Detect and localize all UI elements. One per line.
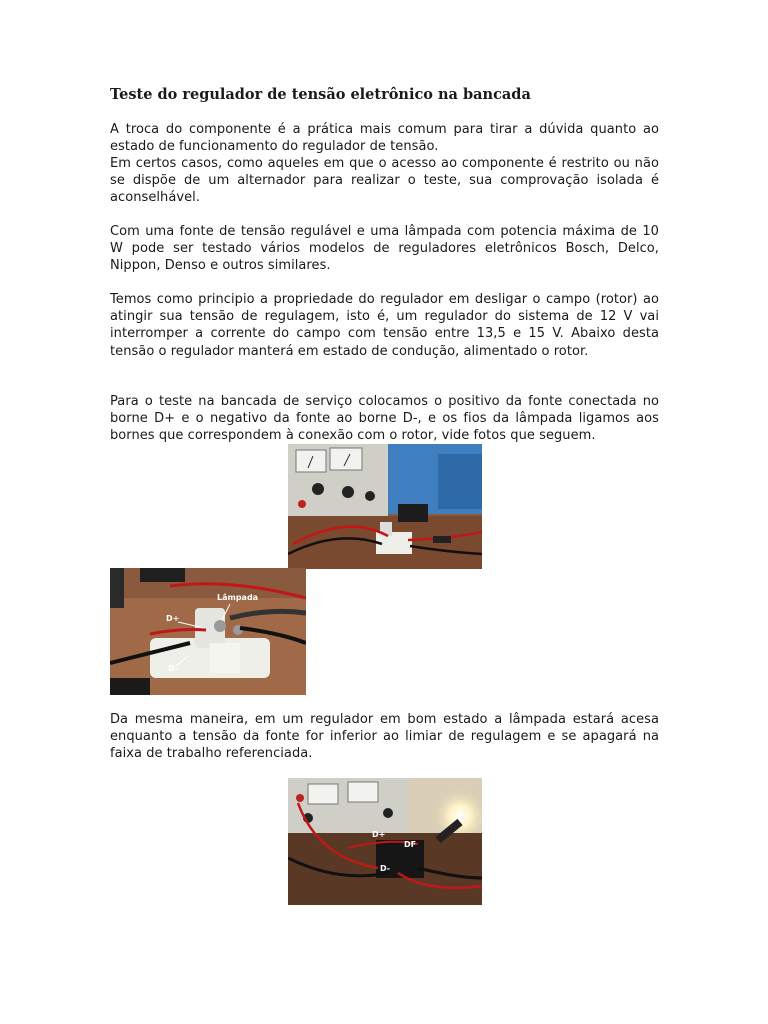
paragraph-1: A troca do componente é a prática mais comum para tirar a dúvida quanto ao estado de funcionamento do regulador de tensão. bbox=[110, 122, 659, 155]
dplus-label-3: D+ bbox=[372, 830, 386, 839]
paragraph-2: Em certos casos, como aqueles em que o acesso ao componente é restrito ou não se dispõe de um alternador para realizar o teste, sua comprovação isolada é aconselhável. bbox=[110, 156, 659, 206]
paragraph-5: Para o teste na bancada de serviço colocamos o positivo da fonte conectada no borne D+ e o negativo da fonte ao borne D-, e os fios da lâmpada ligamos aos bornes que correspondem à conexão com o rotor, vide fotos que seguem. bbox=[110, 394, 659, 444]
lamp-label: Lâmpada bbox=[217, 593, 259, 602]
photo-lamp-test bbox=[288, 778, 482, 905]
df-label: DF bbox=[404, 840, 417, 849]
document-title: Teste do regulador de tensão eletrônico na bancada bbox=[110, 86, 531, 103]
paragraph-3: Com uma fonte de tensão regulável e uma lâmpada com potencia máxima de 10 W pode ser testado vários modelos de reguladores eletrônicos Bosch, Delco, Nippon, Denso e outros similares. bbox=[110, 224, 659, 274]
paragraph-4: Temos como principio a propriedade do regulador em desligar o campo (rotor) ao atingir sua tensão de regulagem, isto é, um regulador do sistema de 12 V vai interromper a corrente do campo com tensão entre 13,5 e 15 V. Abaixo desta tensão o regulador manterá em estado de condução, alimentado o rotor. bbox=[110, 292, 659, 359]
paragraph-6: Da mesma maneira, em um regulador em bom estado a lâmpada estará acesa enquanto a tensão da fonte for inferior ao limiar de regulagem e se apagará na faixa de trabalho referenciada. bbox=[110, 712, 659, 762]
dminus-label-3: D- bbox=[380, 864, 391, 873]
photo-bench-power-supply bbox=[288, 444, 482, 569]
dplus-label: D+ bbox=[166, 614, 180, 623]
photo-regulator-closeup bbox=[110, 568, 306, 695]
dminus-label: D- bbox=[168, 664, 179, 673]
